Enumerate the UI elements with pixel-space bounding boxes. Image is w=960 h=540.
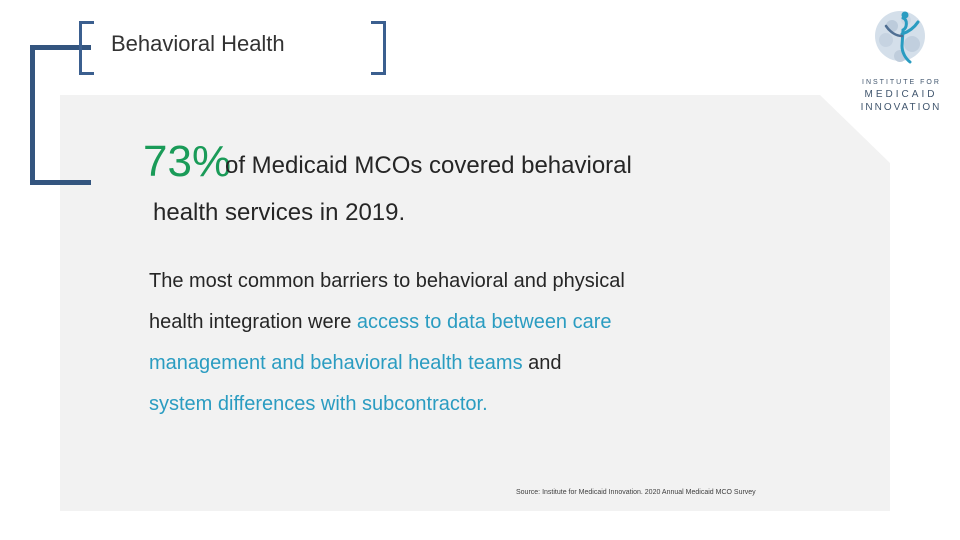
barriers-line4 — [149, 384, 719, 425]
barriers-line3 — [149, 343, 719, 384]
barriers-line2 — [149, 302, 719, 343]
source-citation: Source: Institute for Medicaid Innovation. 2020 Annual Medicaid MCO Survey — [516, 489, 756, 496]
page-title: Behavioral Health — [111, 31, 285, 56]
stat-text-line2: health services in 2019. — [153, 199, 406, 226]
institute-logo — [856, 8, 946, 112]
logo-text-line1: INSTITUTE FOR — [862, 79, 941, 86]
barriers-highlight: management and behavioral health teams — [149, 352, 523, 374]
barriers-text: The most common barriers to behavioral and physical — [149, 270, 625, 292]
barriers-text: and — [522, 352, 562, 374]
logo-figure-icon — [872, 8, 928, 68]
barriers-text: health integration were — [149, 311, 357, 333]
barriers-highlight: system differences with subcontractor. — [149, 393, 488, 415]
title-bracket-right — [371, 21, 386, 75]
barriers-paragraph — [149, 261, 719, 425]
logo-text-line3: INNOVATION — [860, 102, 942, 113]
logo-text-line2: MEDICAID — [864, 89, 938, 100]
barriers-highlight: access to data between care — [356, 311, 612, 333]
barriers-line1 — [149, 261, 719, 302]
title-bracket-left — [79, 21, 94, 75]
stat-text-line1: of Medicaid MCOs covered behavioral — [225, 152, 632, 179]
stat-percent: 73% — [143, 137, 232, 186]
